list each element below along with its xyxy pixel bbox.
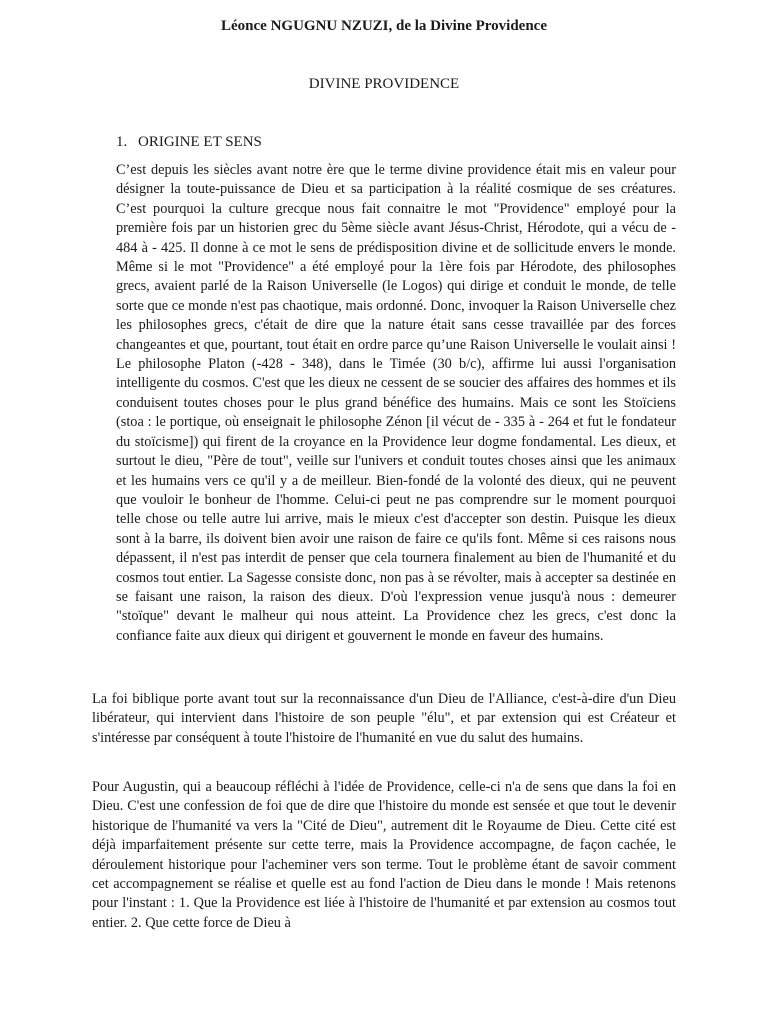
paragraph: C’est depuis les siècles avant notre ère que le terme divine providence était mis en valeur pour désigner la toute-puissance de Dieu et sa participation à la réalité cosmique de ses créatures. C’est pourquoi la culture grecque nous fait connaitre le mot "Providence" employé pour la première fois par un historien grec du 5ème siècle avant Jésus-Christ, Hérodote, qui a vécu de - 484 à - 425. Il donne à ce mot le sens de prédisposition divine et de sollicitude envers le monde. Même si le mot "Providence" a été employé pour la 1ère fois par Hérodote, des philosophes grecs, avaient parlé de la Raison Universelle (le Logos) qui dirige et conduit le monde, de telle sorte que ce monde n'est pas chaotique, mais ordonné. Donc, invoquer la Raison Universelle chez les philosophes grecs, c'était de dire que la nature était sans cesse travaillée par des forces changeantes et que, pourtant, tout était en ordre parce qu’une Raison Universelle le voulait ainsi ! Le philosophe Platon (-428 - 348), dans le Timée (30 b/c), affirme lui aussi l'organisation intelligente du cosmos. C'est que les dieux ne cessent de se soucier des affaires des hommes et ils conduisent toutes choses pour le plus grand bénéfice des humains. Mais ce sont les Stoïciens (stoa : le portique, où enseignait le philosophe Zénon [il vécut de - 335 à - 264 et fut le fondateur du stoïcisme]) qui firent de la croyance en la Providence leur dogme fondamental. Les dieux, et surtout le dieu, "Père de tout", veille sur l'univers et conduit toutes choses ainsi que les animaux et les humains vers ce qu'il y a de meilleur. Bien-fondé de la volonté des dieux, qui ne peuvent que vouloir le bonheur de l'homme. Celui-ci peut ne pas comprendre sur le moment pourquoi telle chose ou telle autre lui arrive, mais le mieux c'est d'accepter son destin. Puisque les dieux sont à la barre, ils doivent bien avoir une raison de faire ce qu'ils font. Même si ces raisons nous dépassent, il n'est pas interdit de penser que cela tournera finalement au bien de l'humanité et du cosmos tout entier. La Sagesse consiste donc, non pas à se révolter, mais à accepter sa destinée en se faisant une raison, la raison des dieux. D'où l'expression venue jusqu'à nous : demeurer "stoïque" devant le malheur qui nous atteint. La Providence chez les grecs, c'est donc la confiance faite aux dieux qui dirigent et gouvernent le monde en faveur des humains.	[116, 162, 676, 644]
section-number: 1.	[116, 134, 128, 150]
section-heading-text: ORIGINE ET SENS	[138, 134, 262, 150]
document-title: DIVINE PROVIDENCE	[308, 76, 460, 92]
paragraph: La foi biblique porte avant tout sur la reconnaissance d'un Dieu de l'Alliance, c'est-à-dire d'un Dieu libérateur, qui intervient dans l'histoire de son peuple "élu", et par extension qui est Créateur et s'intéresse par conséquent à toute l'histoire de l'humanité en vue du salut des humains.	[92, 691, 676, 746]
author-header: Léonce NGUGNU NZUZI, de la Divine Providence	[221, 18, 547, 34]
paragraph: Pour Augustin, qui a beaucoup réfléchi à l'idée de Providence, celle-ci n'a de sens que dans la foi en Dieu. C'est une confession de foi que de dire que l'histoire du monde est sensée et que tout le devenir historique de l'humanité va vers la "Cité de Dieu", autrement dit le Royaume de Dieu. Cette cité est déjà imparfaitement présente sur cette terre, mais la Providence accompagne, de façon cachée, le déroulement historique pour l'acheminer vers son terme. Tout le problème étant de savoir comment cet accompagnement se réalise et quelle est au fond l'action de Dieu dans le monde ! Mais retenons pour l'instant : 1. Que la Providence est liée à l'histoire de l'humanité et par extension au cosmos tout entier. 2. Que cette force de Dieu à	[92, 779, 676, 931]
section-heading	[116, 132, 262, 152]
